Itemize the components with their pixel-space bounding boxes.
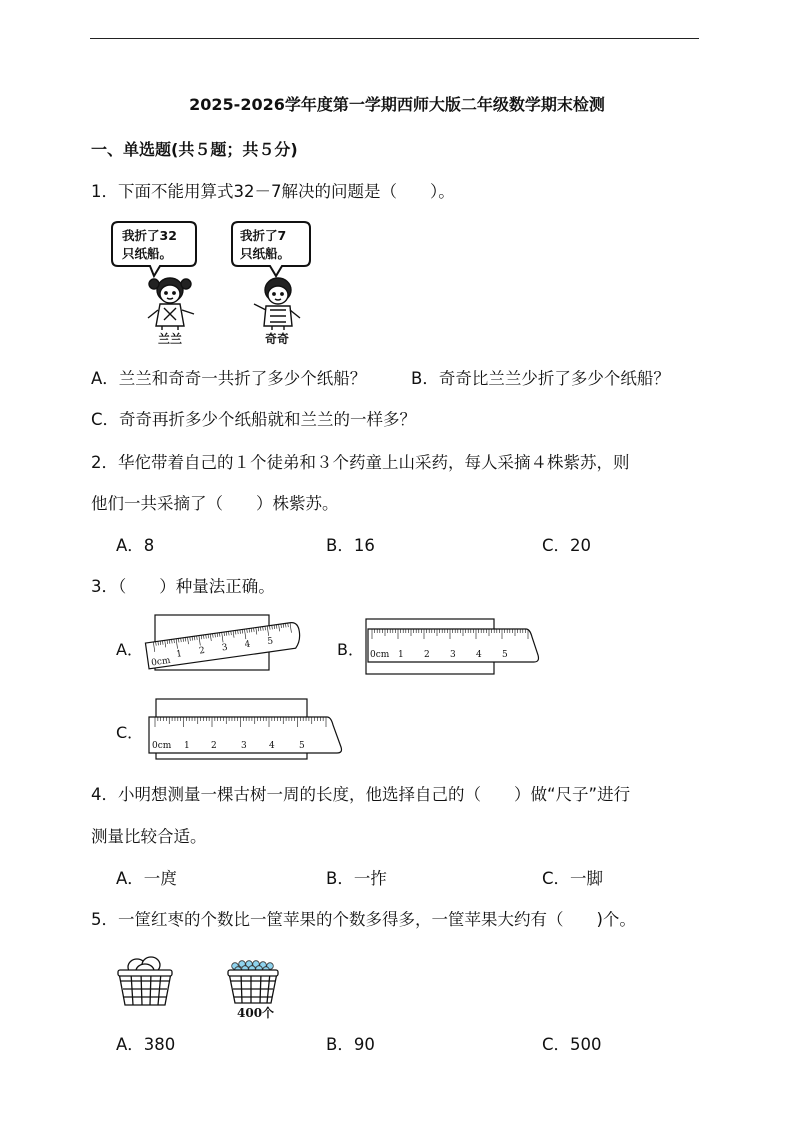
- ruler-b-mark: 4: [476, 650, 482, 660]
- question-1-option-c[interactable]: C．奇奇再折多少个纸船就和兰兰的一样多？: [91, 410, 417, 429]
- basket-label: 400个: [237, 1006, 275, 1020]
- question-4-option-c[interactable]: C．一脚: [542, 869, 604, 888]
- question-3-stem: 3．（ ）种量法正确。: [91, 577, 275, 596]
- bubble-right-line2: 只纸船。: [240, 246, 291, 261]
- ruler-b-mark: 2: [424, 650, 430, 660]
- ruler-a-mark: 2: [198, 645, 206, 657]
- question-5-option-b[interactable]: B．90: [326, 1035, 375, 1054]
- ruler-diagram-c: [147, 697, 347, 762]
- speech-bubble-left: [112, 222, 196, 276]
- ruler-a-unit: 0cm: [150, 655, 172, 669]
- ruler-b-mark: 1: [398, 650, 404, 660]
- question-2-option-a[interactable]: A．8: [116, 536, 155, 555]
- ruler-a-mark: 1: [175, 649, 183, 660]
- question-5-option-a[interactable]: A．380: [116, 1035, 176, 1054]
- question-5-illustration: [115, 955, 295, 1025]
- question-5-stem: 5．一筐红枣的个数比一筐苹果的个数多得多，一筐苹果大约有（ )个。: [91, 910, 636, 929]
- question-2-stem-line2: 他们一共采摘了（ ）株紫苏。: [91, 494, 339, 513]
- question-3-label-b[interactable]: B．: [337, 640, 364, 659]
- header-rule: [90, 38, 699, 39]
- ruler-a-mark: 3: [221, 642, 229, 654]
- ruler-c-mark: 5: [299, 741, 305, 751]
- question-2-option-b[interactable]: B．16: [326, 536, 375, 555]
- ruler-c-mark: 4: [269, 741, 275, 751]
- question-1-stem: 1．下面不能用算式32－7解决的问题是（ ）。: [91, 182, 455, 201]
- question-4-stem-line2: 测量比较合适。: [91, 827, 207, 846]
- ruler-c-mark: 2: [211, 741, 217, 751]
- question-1-option-b[interactable]: B．奇奇比兰兰少折了多少个纸船？: [411, 369, 670, 388]
- question-1-option-a[interactable]: A．兰兰和奇奇一共折了多少个纸船？: [91, 369, 367, 388]
- ruler-c-mark: 3: [241, 741, 247, 751]
- bubble-left-line2: 只纸船。: [122, 246, 173, 261]
- speech-bubble-right: [232, 222, 310, 276]
- basket-apples-icon: [118, 957, 172, 1005]
- question-2-option-c[interactable]: C．20: [542, 536, 592, 555]
- page-title: 2025-2026学年度第一学期西师大版二年级数学期末检测: [189, 95, 605, 114]
- ruler-c-unit: 0cm: [152, 741, 172, 751]
- question-3-label-c[interactable]: C．: [116, 723, 144, 742]
- ruler-b-mark: 5: [502, 650, 508, 660]
- bubble-right-line1: 我折了7: [240, 228, 287, 243]
- question-2-stem-line1: 2．华佗带着自己的１个徒弟和３个药童上山采药，每人采摘４株紫苏，则: [91, 453, 630, 472]
- ruler-c-mark: 1: [184, 741, 190, 751]
- question-1-illustration: [110, 218, 320, 348]
- ruler-a-mark: 5: [266, 636, 274, 648]
- question-4-stem-line1: 4．小明想测量一棵古树一周的长度，他选择自己的（ ）做“尺子”进行: [91, 785, 631, 804]
- name-left: 兰兰: [158, 332, 183, 346]
- section-heading: 一、单选题(共５题；共５分): [91, 140, 298, 159]
- bubble-left-line1: 我折了32: [122, 228, 177, 243]
- ruler-b-unit: 0cm: [370, 650, 390, 660]
- question-4-option-a[interactable]: A．一庹: [116, 869, 177, 888]
- ruler-diagram-a: [145, 612, 315, 682]
- girl-figure-icon: [148, 278, 194, 346]
- basket-dates-icon: [228, 961, 278, 1020]
- name-right: 奇奇: [265, 332, 290, 346]
- ruler-diagram-b: [364, 617, 549, 677]
- question-4-option-b[interactable]: B．一拃: [326, 869, 387, 888]
- question-5-option-c[interactable]: C．500: [542, 1035, 602, 1054]
- question-3-label-a[interactable]: A．: [116, 640, 143, 659]
- boy-figure-icon: [254, 278, 300, 346]
- ruler-a-mark: 4: [244, 639, 252, 651]
- ruler-b-mark: 3: [450, 650, 456, 660]
